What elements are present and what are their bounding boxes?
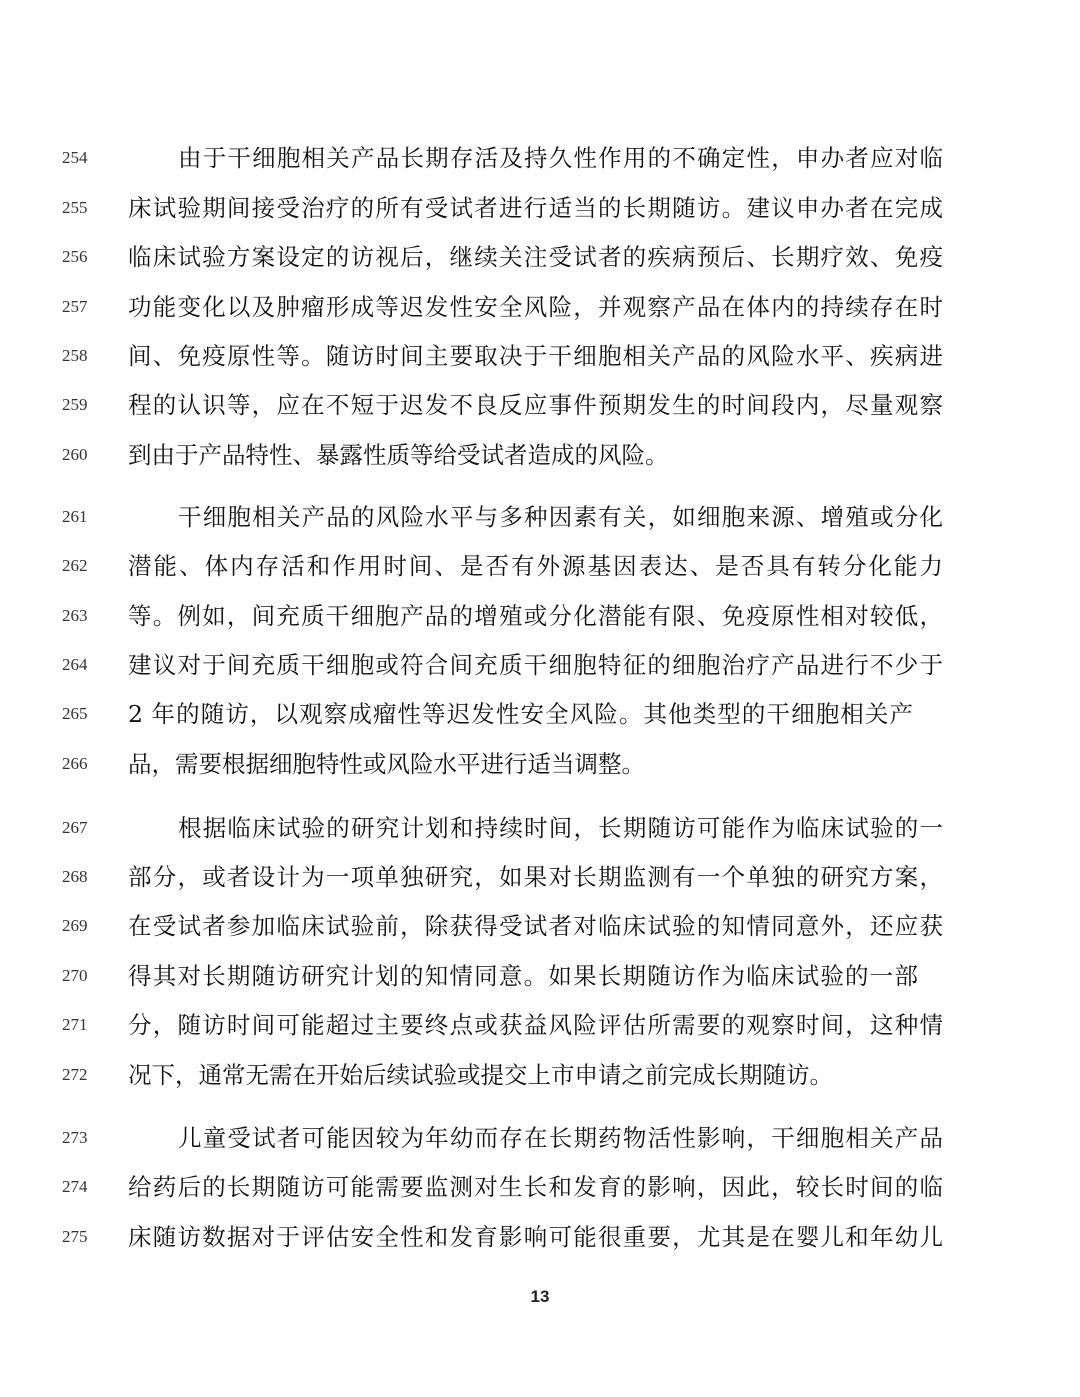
line-number: 266 xyxy=(62,754,88,773)
line-text: 干细胞相关产品的风险水平与多种因素有关，如细胞来源、增殖或分化 xyxy=(178,503,943,531)
line-text: 部分，或者设计为一项单独研究，如果对长期监测有一个单独的研究方案， xyxy=(128,863,943,891)
text-line xyxy=(0,1167,1080,1207)
text-line xyxy=(0,596,1080,636)
line-text: 到由于产品特性、暴露性质等给受试者造成的风险。 xyxy=(128,441,669,469)
line-number: 273 xyxy=(62,1128,88,1147)
text-line xyxy=(0,237,1080,277)
line-number: 260 xyxy=(62,445,88,464)
line-number: 268 xyxy=(62,867,88,886)
line-number: 274 xyxy=(62,1177,88,1196)
text-line xyxy=(0,188,1080,228)
line-number: 275 xyxy=(62,1227,88,1246)
line-text: 临床试验方案设定的访视后，继续关注受试者的疾病预后、长期疗效、免疫 xyxy=(128,243,943,271)
line-number: 259 xyxy=(62,395,88,414)
line-text: 给药后的长期随访可能需要监测对生长和发育的影响，因此，较长时间的临 xyxy=(128,1173,943,1201)
text-line xyxy=(0,857,1080,897)
line-text: 等。例如，间充质干细胞产品的增殖或分化潜能有限、免疫原性相对较低， xyxy=(128,602,943,630)
line-text: 功能变化以及肿瘤形成等迟发性安全风险，并观察产品在体内的持续存在时 xyxy=(128,293,943,321)
text-line xyxy=(0,645,1080,685)
text-line xyxy=(0,956,1080,996)
line-number: 267 xyxy=(62,818,88,837)
line-text: 间、免疫原性等。随访时间主要取决于干细胞相关产品的风险水平、疾病进 xyxy=(128,342,943,370)
text-line xyxy=(0,694,1080,734)
line-number: 269 xyxy=(62,916,88,935)
line-number: 272 xyxy=(62,1065,88,1084)
line-text: 分，随访时间可能超过主要终点或获益风险评估所需要的观察时间，这种情 xyxy=(128,1011,943,1039)
page-number: 13 xyxy=(530,1287,550,1306)
line-text: 床随访数据对于评估安全性和发育影响可能很重要，尤其是在婴儿和年幼儿 xyxy=(128,1223,943,1251)
line-text: 儿童受试者可能因较为年幼而存在长期药物活性影响，干细胞相关产品 xyxy=(178,1124,943,1152)
line-number: 255 xyxy=(62,198,88,217)
line-number: 270 xyxy=(62,966,88,985)
line-number: 257 xyxy=(62,297,88,316)
line-text: 得其对长期随访研究计划的知情同意。如果长期随访作为临床试验的一部 xyxy=(128,962,918,990)
text-line xyxy=(0,435,1080,475)
line-text: 2 年的随访，以观察成瘤性等迟发性安全风险。其他类型的干细胞相关产 xyxy=(128,700,913,728)
line-text: 由于干细胞相关产品长期存活及持久性作用的不确定性，申办者应对临 xyxy=(178,144,943,172)
line-number: 263 xyxy=(62,606,88,625)
line-text: 在受试者参加临床试验前，除获得受试者对临床试验的知情同意外，还应获 xyxy=(128,912,943,940)
text-line xyxy=(0,336,1080,376)
text-line xyxy=(0,744,1080,784)
line-text: 况下，通常无需在开始后续试验或提交上市申请之前完成长期随访。 xyxy=(128,1061,833,1089)
text-line xyxy=(0,906,1080,946)
line-text: 根据临床试验的研究计划和持续时间，长期随访可能作为临床试验的一 xyxy=(178,814,943,842)
line-number: 271 xyxy=(62,1015,88,1034)
text-line xyxy=(0,1118,1080,1158)
text-line xyxy=(0,287,1080,327)
line-text: 程的认识等，应在不短于迟发不良反应事件预期发生的时间段内，尽量观察 xyxy=(128,391,943,419)
text-line xyxy=(0,385,1080,425)
text-line xyxy=(0,808,1080,848)
text-line xyxy=(0,138,1080,178)
line-text: 床试验期间接受治疗的所有受试者进行适当的长期随访。建议申办者在完成 xyxy=(128,194,943,222)
line-number: 265 xyxy=(62,704,88,723)
line-number: 254 xyxy=(62,148,88,167)
line-number: 261 xyxy=(62,507,88,526)
line-number: 256 xyxy=(62,247,88,266)
line-number: 258 xyxy=(62,346,88,365)
line-text: 潜能、体内存活和作用时间、是否有外源基因表达、是否具有转分化能力 xyxy=(128,552,943,580)
text-line xyxy=(0,1217,1080,1257)
line-text: 建议对于间充质干细胞或符合间充质干细胞特征的细胞治疗产品进行不少于 xyxy=(128,651,943,679)
text-line xyxy=(0,497,1080,537)
text-line xyxy=(0,1055,1080,1095)
line-text: 品，需要根据细胞特性或风险水平进行适当调整。 xyxy=(128,750,645,778)
text-line xyxy=(0,546,1080,586)
text-line xyxy=(0,1005,1080,1045)
line-number: 264 xyxy=(62,655,88,674)
line-number: 262 xyxy=(62,556,88,575)
